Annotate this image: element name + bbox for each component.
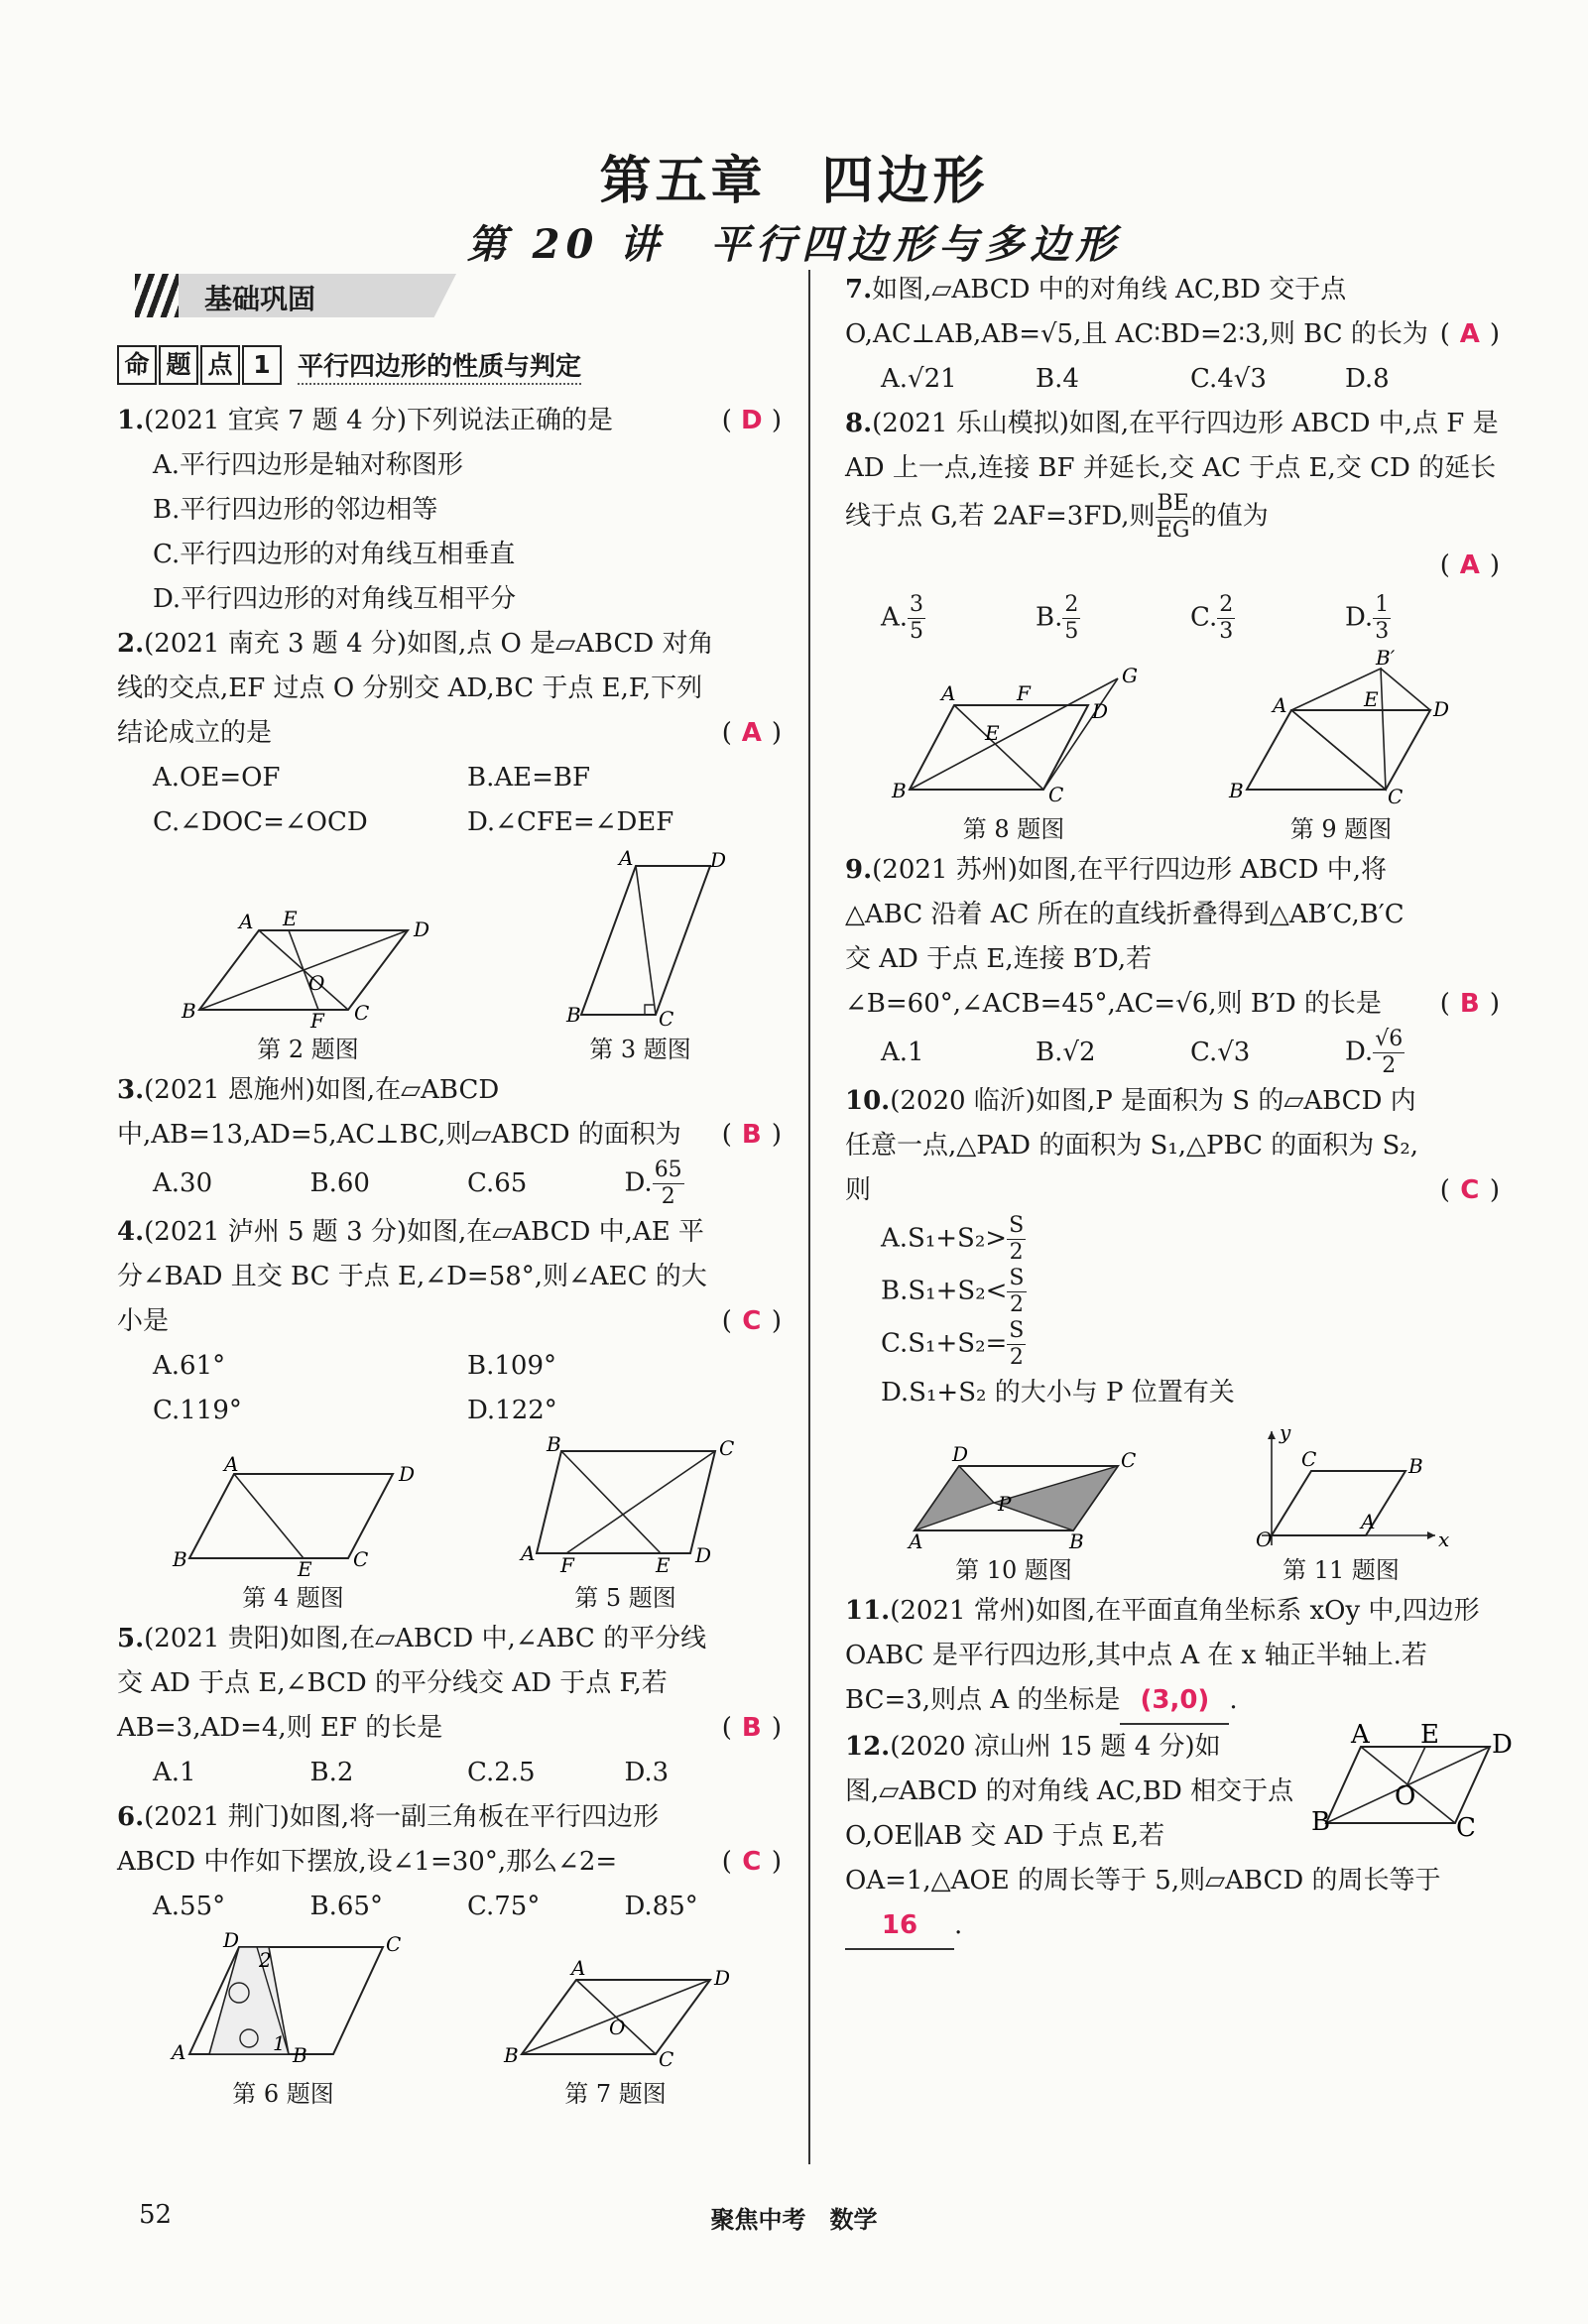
label-b: B: [1229, 779, 1244, 802]
right-angle-mark: [645, 1005, 655, 1015]
label-b: B: [292, 2043, 307, 2067]
option: A.61°: [153, 1351, 226, 1381]
option: A.1: [881, 1038, 924, 1067]
figure-2: [180, 907, 437, 1064]
figure-4: [165, 1452, 423, 1613]
label-e: E: [985, 721, 1000, 745]
label-a: A: [1351, 1720, 1370, 1750]
option: B.平行四边形的邻边相等: [153, 495, 438, 525]
question-10: [845, 1079, 1500, 1415]
option: A.平行四边形是轴对称图形: [153, 450, 464, 480]
question-number: 7.: [845, 275, 873, 305]
bisector-be: [561, 1451, 661, 1553]
answer: B: [741, 1713, 762, 1743]
question-6: [117, 1795, 782, 1929]
option: C.4√3: [1190, 364, 1267, 394]
figure-9: [1227, 646, 1455, 844]
option: [1345, 592, 1500, 645]
figure-caption: 第 7 题图: [564, 2080, 667, 2108]
label-angle-2: 2: [258, 1948, 272, 1972]
fraction: [1007, 1213, 1026, 1266]
option: A.55°: [153, 1892, 226, 1921]
option-prefix: C.: [1190, 602, 1218, 633]
option: D.平行四边形的对角线互相平分: [153, 584, 517, 614]
tag-char: 命: [117, 345, 157, 385]
left-column: [117, 268, 782, 2113]
answer-bracket: ( B ): [1440, 982, 1500, 1027]
question-stem: (2021 苏州)如图,在平行四边形 ABCD 中,将△ABC 沿着 AC 所在的直线折叠得到△AB′C,B′C 交 AD 于点 E,连接 B′D,若∠B=60°,∠ACB=45°,AC=√6,则 B′D 的长是: [845, 855, 1405, 1019]
figure-12-diagram: [1311, 1720, 1513, 1843]
option: B.109°: [467, 1351, 556, 1381]
option: B.4: [1036, 364, 1079, 394]
fraction: [908, 592, 925, 645]
figure-row: [117, 1432, 782, 1613]
figure-caption: 第 10 题图: [955, 1556, 1072, 1584]
option: D.85°: [624, 1892, 698, 1921]
fraction: [1373, 592, 1391, 645]
question-stem: (2020 临沂)如图,P 是面积为 S 的▱ABCD 内任意一点,△PAD 的面积为 S₁,△PBC 的面积为 S₂,则: [845, 1086, 1419, 1205]
numerator: 2: [1219, 592, 1234, 617]
option: [1036, 592, 1190, 645]
parallelogram-oabc: [1272, 1471, 1405, 1535]
label-c: C: [1048, 783, 1064, 806]
numerator: 3: [910, 592, 924, 617]
section-tag: [117, 343, 782, 387]
label-a: A: [618, 846, 633, 870]
fraction: [1007, 1318, 1026, 1371]
answer-bracket: ( B ): [722, 1113, 782, 1158]
label-c: C: [1388, 785, 1404, 808]
question-12: [845, 1720, 1513, 1950]
option: C.2.5: [467, 1758, 536, 1787]
label-p: P: [998, 1492, 1012, 1516]
option-prefix: D.: [1345, 1037, 1374, 1067]
label-e: E: [1420, 1720, 1439, 1750]
option-prefix: D.: [624, 1167, 653, 1198]
question-stem: (2021 贵阳)如图,在▱ABCD 中,∠ABC 的平分线交 AD 于点 E,∠BCD 的平分线交 AD 于点 F,若 AB=3,AD=4,则 EF 的长是: [117, 1624, 707, 1743]
label-e: E: [297, 1557, 312, 1581]
label-d: D: [709, 848, 726, 872]
fraction: [1373, 1027, 1405, 1079]
label-a: A: [238, 910, 253, 933]
question-number: 6.: [117, 1802, 145, 1832]
denominator: EG: [1156, 518, 1190, 543]
label-o: O: [307, 971, 324, 995]
figure-row: [845, 646, 1500, 844]
label-o: O: [1395, 1781, 1416, 1811]
question-tail: .: [954, 1910, 963, 1940]
option: C.平行四边形的对角线互相垂直: [153, 540, 516, 569]
figure-8: [890, 664, 1138, 844]
label-b: B: [181, 999, 196, 1023]
question-number: 11.: [845, 1596, 891, 1626]
book-title: 聚焦中考 数学: [710, 2206, 878, 2234]
label-a: A: [1273, 693, 1287, 717]
option: A.1: [153, 1758, 196, 1787]
numerator: S: [1009, 1266, 1025, 1290]
label-c: C: [353, 1001, 369, 1025]
option: [845, 1266, 1500, 1318]
fraction: [1062, 592, 1080, 645]
question-number: 10.: [845, 1086, 891, 1116]
segment-bpd: [1381, 669, 1430, 710]
label-f: F: [1017, 681, 1031, 705]
label-d: D: [1092, 699, 1109, 723]
figure-7: [502, 1955, 730, 2109]
question-number: 4.: [117, 1217, 145, 1247]
label-a: A: [223, 1452, 238, 1476]
option: B.√2: [1036, 1038, 1096, 1067]
question-number: 5.: [117, 1624, 145, 1653]
question-number: 3.: [117, 1075, 145, 1105]
numerator: 65: [654, 1158, 682, 1182]
option: C.119°: [153, 1396, 242, 1425]
figure-4-diagram: [165, 1452, 423, 1581]
label-d: D: [1433, 697, 1450, 721]
answer: C: [742, 1306, 762, 1336]
label-o: O: [608, 2016, 625, 2039]
question-stem: (2021 荆门)如图,将一副三角板在平行四边形 ABCD 中作如下摆放,设∠1=30°,那么∠2=: [117, 1802, 660, 1877]
answer-bracket: ( D ): [722, 399, 782, 443]
numerator: 1: [1375, 592, 1390, 617]
figure-7-diagram: [502, 1955, 730, 2074]
question-number: 1.: [117, 406, 145, 435]
label-c: C: [352, 1547, 368, 1571]
y-axis-arrow: [1268, 1431, 1276, 1439]
label-b: B: [172, 1547, 187, 1571]
option: [845, 1213, 1500, 1266]
option-prefix: D.: [1345, 602, 1374, 633]
option: [1345, 1027, 1500, 1079]
denominator: 2: [1009, 1292, 1024, 1317]
section-title: 平行四边形的性质与判定: [298, 346, 581, 385]
triangle-pbc: [994, 1466, 1118, 1530]
label-b: B: [565, 1003, 581, 1027]
label-a: A: [941, 681, 956, 705]
label-c: C: [1301, 1447, 1317, 1471]
figure-11: [1232, 1421, 1450, 1585]
question-1: [117, 399, 782, 622]
option: D.3: [624, 1758, 670, 1787]
denominator: 3: [1375, 619, 1390, 644]
label-x: x: [1438, 1528, 1450, 1551]
label-c: C: [1456, 1813, 1476, 1843]
figure-6: [170, 1928, 401, 2109]
option-prefix: B.: [1036, 602, 1063, 633]
label-b: B: [1408, 1454, 1423, 1478]
answer: C: [742, 1847, 762, 1877]
column-divider: [808, 270, 810, 2164]
tag-char: 1: [242, 345, 282, 385]
label-b: B: [1311, 1807, 1331, 1837]
question-number: 2.: [117, 629, 145, 659]
numerator: S: [1009, 1213, 1025, 1238]
figure-caption: 第 4 题图: [242, 1584, 344, 1612]
question-stem: (2020 凉山州 15 题 4 分)如图,▱ABCD 的对角线 AC,BD 相交于点 O,OE∥AB 交 AD 于点 E,若 OA=1,△AOE 的周长等于 5,则▱ABCD 的周长等于: [845, 1732, 1441, 1896]
option: D.8: [1345, 364, 1390, 394]
answer: A: [741, 718, 762, 748]
answer-bracket: ( A ): [722, 711, 782, 756]
option: D.S₁+S₂ 的大小与 P 位置有关: [881, 1378, 1235, 1407]
fraction: [1156, 491, 1191, 544]
option: A.OE=OF: [153, 763, 281, 793]
denominator: 2: [1009, 1240, 1024, 1265]
answer-bracket: ( A ): [1440, 312, 1500, 357]
option-prefix: A.: [881, 602, 909, 633]
option: B.60: [309, 1168, 370, 1198]
banner-stripes: [135, 274, 184, 317]
question-stem: (2021 南充 3 题 4 分)如图,点 O 是▱ABCD 对角线的交点,EF 过点 O 分别交 AD,BC 于点 E,F,下列结论成立的是: [117, 629, 714, 748]
figure-3-diagram: [561, 846, 726, 1031]
figure-caption: 第 2 题图: [257, 1036, 359, 1063]
figure-row: [845, 1421, 1500, 1585]
option: D.122°: [467, 1396, 557, 1425]
answer: A: [1459, 319, 1480, 349]
answer-bracket: ( A ): [1440, 550, 1500, 580]
bisector-cf: [566, 1451, 715, 1553]
question-4: [117, 1210, 782, 1433]
question-stem: (2021 恩施州)如图,在▱ABCD 中,AB=13,AD=5,AC⊥BC,则▱ABCD 的面积为: [117, 1075, 681, 1150]
option: C.75°: [467, 1892, 541, 1921]
tag-char: 点: [200, 345, 240, 385]
option: C.65: [467, 1168, 528, 1198]
option-prefix: A.S₁+S₂>: [881, 1223, 1008, 1254]
x-axis-arrow: [1427, 1531, 1435, 1539]
numerator: √6: [1375, 1027, 1404, 1051]
option: [625, 1158, 783, 1210]
question-8: [845, 402, 1500, 645]
figure-10: [895, 1441, 1137, 1585]
answer: B: [741, 1120, 762, 1150]
page-number: 52: [139, 2200, 173, 2230]
question-9: [845, 848, 1500, 1079]
label-b: B: [1069, 1529, 1084, 1553]
label-c: C: [1121, 1448, 1137, 1472]
label-d: D: [222, 1928, 239, 1952]
answer-bracket: ( C ): [722, 1299, 782, 1344]
tag-char: 题: [159, 345, 198, 385]
label-c: C: [718, 1436, 734, 1460]
segment-ae: [234, 1474, 304, 1558]
figure-5: [517, 1432, 735, 1613]
answer: C: [1460, 1175, 1480, 1205]
option: B.2: [309, 1758, 354, 1787]
figure-caption: 第 5 题图: [574, 1584, 676, 1612]
triangle-pad: [915, 1466, 994, 1530]
question-stem: (2021 常州)如图,在平面直角坐标系 xOy 中,四边形 OABC 是平行四边形,其中点 A 在 x 轴正半轴上.若BC=3,则点 A 的坐标是: [845, 1596, 1480, 1715]
banner-text: 基础巩固: [204, 283, 316, 315]
option-prefix: B.S₁+S₂<: [881, 1276, 1008, 1306]
option: B.AE=BF: [467, 763, 591, 793]
fraction: [1007, 1266, 1026, 1318]
denominator: 5: [910, 619, 924, 644]
figure-caption: 第 11 题图: [1283, 1556, 1400, 1584]
fraction: [1217, 592, 1235, 645]
label-e: E: [282, 907, 298, 930]
label-a: A: [171, 2040, 185, 2064]
option: C.∠DOC=∠OCD: [153, 807, 368, 837]
denominator: 3: [1219, 619, 1234, 644]
answer-bracket: ( B ): [722, 1706, 782, 1751]
diagonal-ac: [1291, 710, 1386, 790]
section-banner: [117, 268, 782, 325]
question-stem: (2021 泸州 5 题 3 分)如图,在▱ABCD 中,AE 平分∠BAD 且交 BC 于点 E,∠D=58°,则∠AEC 的大小是: [117, 1217, 707, 1336]
label-o: O: [1256, 1528, 1273, 1551]
denominator: 2: [661, 1184, 675, 1209]
label-f: F: [309, 1009, 324, 1033]
label-f: F: [559, 1553, 574, 1577]
answer: B: [1459, 989, 1480, 1019]
label-d: D: [1492, 1730, 1513, 1760]
label-y: y: [1280, 1420, 1291, 1444]
label-c: C: [385, 1932, 401, 1956]
label-d: D: [713, 1966, 730, 1990]
right-column: [845, 268, 1513, 1950]
answer: A: [1459, 550, 1480, 580]
answer-blank: 16: [845, 1903, 954, 1950]
figure-3: [561, 846, 726, 1064]
option: [881, 592, 1036, 645]
label-a: A: [520, 1541, 535, 1565]
figure-5-diagram: [517, 1432, 735, 1578]
label-a: A: [909, 1529, 923, 1553]
label-d: D: [398, 1462, 415, 1486]
figure-caption: 第 8 题图: [962, 815, 1065, 843]
figure-caption: 第 6 题图: [232, 2080, 334, 2108]
label-angle-1: 1: [272, 2031, 286, 2055]
question-7: [845, 268, 1500, 402]
question-2: [117, 622, 782, 845]
label-d: D: [694, 1543, 711, 1567]
question-3: [117, 1068, 782, 1210]
label-a: A: [1361, 1510, 1376, 1533]
label-bprime: B′: [1376, 646, 1396, 670]
answer-bracket: ( C ): [1440, 1168, 1500, 1213]
answer-blank: (3,0): [1120, 1678, 1229, 1725]
question-11: [845, 1589, 1500, 1725]
figure-row: [117, 1928, 782, 2109]
fraction: [653, 1158, 684, 1210]
label-a: A: [570, 1956, 585, 1980]
label-b: B: [546, 1432, 561, 1456]
figure-6-diagram: [170, 1928, 401, 2074]
denominator: 5: [1064, 619, 1079, 644]
figure-caption: 第 9 题图: [1289, 815, 1393, 843]
option: A.30: [153, 1168, 213, 1198]
figure-10-diagram: [895, 1441, 1137, 1553]
label-d: D: [413, 917, 429, 941]
figure-caption: 第 3 题图: [589, 1036, 691, 1063]
label-e: E: [1364, 687, 1379, 711]
question-stem: 如图,▱ABCD 中的对角线 AC,BD 交于点 O,AC⊥AB,AB=√5,且 AC∶BD=2∶3,则 BC 的长为: [845, 275, 1428, 349]
question-stem: (2021 乐山模拟)如图,在平行四边形 ABCD 中,点 F 是 AD 上一点,连接 BF 并延长,交 AC 于点 E,交 CD 的延长线于点 G,若 2AF=3FD,则: [845, 409, 1499, 532]
label-c: C: [658, 1007, 673, 1031]
extension-cd: [1043, 678, 1118, 790]
diagonal-ac: [636, 866, 656, 1015]
question-5: [117, 1617, 782, 1795]
figure-row: [117, 846, 782, 1064]
chapter-title: 第五章 四边形: [599, 151, 989, 211]
option-prefix: C.S₁+S₂=: [881, 1328, 1008, 1359]
figure-11-diagram: [1232, 1421, 1450, 1550]
denominator: 2: [1009, 1345, 1024, 1370]
segment-ef: [289, 930, 318, 1010]
label-c: C: [658, 2047, 673, 2071]
parallelogram: [189, 1474, 393, 1558]
answer: D: [741, 406, 763, 435]
figure-9-diagram: [1227, 646, 1455, 809]
question-number: 8.: [845, 409, 873, 438]
parallelogram: [537, 1451, 715, 1553]
question-number: 9.: [845, 855, 873, 885]
label-b: B: [503, 2043, 519, 2067]
question-tail: .: [1229, 1685, 1238, 1715]
option: A.√21: [881, 364, 957, 394]
diagonal-ac: [954, 705, 1043, 790]
question-stem: (2021 宜宾 7 题 4 分)下列说法正确的是: [144, 406, 614, 435]
denominator: 2: [1382, 1053, 1397, 1078]
lecture-title: 第 20 讲 平行四边形与多边形: [466, 221, 1122, 268]
label-b: B: [892, 779, 907, 802]
option: [1190, 592, 1345, 645]
answer-bracket: ( C ): [722, 1840, 782, 1885]
label-d: D: [952, 1442, 969, 1466]
figure-2-diagram: [180, 907, 437, 1033]
option: D.∠CFE=∠DEF: [467, 807, 674, 837]
question-stem-tail: 的值为: [1190, 501, 1269, 532]
option: B.65°: [309, 1892, 383, 1921]
numerator: 2: [1064, 592, 1079, 617]
question-number: 12.: [845, 1732, 891, 1762]
numerator: S: [1009, 1318, 1025, 1343]
numerator: BE: [1157, 491, 1189, 516]
option: [845, 1318, 1500, 1371]
option: C.√3: [1190, 1038, 1251, 1067]
figure-8-diagram: [890, 664, 1138, 809]
label-e: E: [655, 1553, 671, 1577]
label-g: G: [1122, 664, 1138, 687]
